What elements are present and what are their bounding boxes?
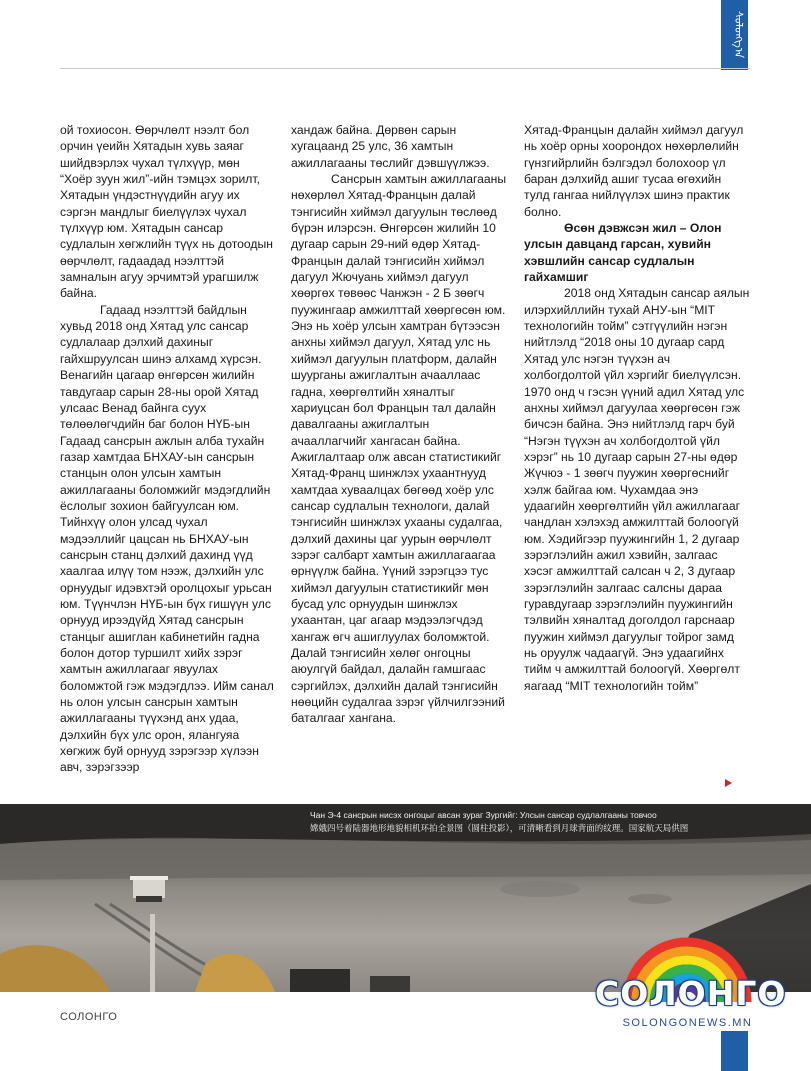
- paragraph: 2018 онд Хятадын сансар аялын илэрхийллийн тухай АНУ-ын “MIT технологийн тойм” сэтгүүлийн нэгэн нийтлэлд “2018 оны 10 дугаар сард Хятад улс нэгэн түүхэн ач холбогдолтой үйл хэргийг биелүүлсэн. 1970 онд ч гэсэн үүний адил Хятад улс анхны хиймэл дагуулаа хөөргөсөн гэж бичсэн байна. Энэ нийтлэлд гарч буй “Нэгэн түүхэн ач холбогдолтой үйл хэрэг” нь 10 дугаар сарын 27-ны өдөр Жүчюэ - 1 зөөгч пуужин хөөргөснийг хэлж байгаа юм. Чухамдаа энэ удаагийн хөөргөлтийн үйл ажиллагааг чандлан хэлэхэд амжилттай болоогүй юм. Хэдийгээр пуужингийн 1, 2 дугаар зэрэглэлийн ажил хэвийн, залгаас хэсэг амжилттай салсан ч 2, 3 дугаар зэрэглэлийн залгаас салсны дараа гуравдугаар зэрэглэлийн пуужингийн тэлвийн хяналтад доголдол гарснаар пуужин хиймэл дагуулыг тойрог замд нь оруулж чадаагүй. Энэ удаагийнх тийм ч амжилттай болоогүй. Хөөргөлт яагаад “MIT технологийн тойм”: [524, 286, 750, 693]
- paragraph: Сансрын хамтын ажиллагааны нөхөрлөл Хятад-Францын далай тэнгисийн хиймэл дагуулын төслөөд бүрэн илэрсэн. Өнгөрсөн жилийн 10 дугаар сарын 29-ний өдөр Хятад-Францын далай тэнгисийн хиймэл дагуул Жючуань хиймэл дагуул хөөргөх төвөөс Чанжэн - 2 Б зөөгч пуужингаар амжилттай хөөргөсөн юм. Энэ нь хоёр улсын хамтран бүтээсэн анхны хиймэл дагуул, Хятад улс нь хиймэл дагуулын платформ, далайн шуурганы ажиглалтын ачааллаас гадна, хөөргөлтийн хяналтыг хариуцсан бол Францын тал далайн давалгааны ажиглалтын ачааллагчийг хангасан байна. Ажиглалтаар олж авсан статистикийг Хятад-Франц шинжлэх ухаантнууд хамтдаа хуваалцах бөгөөд хоёр улс сансар судлалын технологи, далай тэнгисийн шинжлэх ухааны судалгаа, дэлхий дахины цаг уурын өөрчлөлт зэрэг салбарт хамтын ажиллагаагаа өрнүүлж байна. Үүний зэрэгцээ тус хиймэл дагуулын статистикийг мөн бусад улс орнуудын шинжлэх ухаантан, цаг агаар мэдээлэгчдэд хангаж өгч ашиглуулах боломжтой. Далай тэнгисийн хөлөг онгоцны аюулгүй байдал, далайн гамшгаас сэргийлэх, дэлхийн далай тэнгисийн нөөцийн судалгаа зэрэг үйлчилгээний баталгааг хангана.: [291, 172, 507, 726]
- footer-magazine-name: СОЛОНГО: [60, 1011, 118, 1023]
- solongo-logo: [595, 922, 787, 1032]
- continue-arrow-icon: [725, 779, 732, 787]
- header-rule: [60, 68, 750, 69]
- section-tab: [721, 0, 748, 70]
- logo-website: SOLONGONEWS.MN: [622, 1017, 753, 1029]
- photo-caption: Чан Э-4 сансрын нисэх онгоцыг авсан зураг Зургийг: Улсын сансар судлалгааны товчоо: [310, 810, 657, 820]
- section-tab-label: ᠰᠤᠯᠤᠩᠭ᠎ᠠ: [732, 11, 745, 59]
- logo-wordmark: СОЛОНГО: [595, 974, 787, 1013]
- paragraph: хандаж байна. Дөрвөн сарын хугацаанд 25 улс, 36 хамтын ажиллагааны төслийг дэвшүүлжээ.: [291, 123, 490, 170]
- article-column-2: [291, 122, 507, 727]
- paragraph: ой тохиосон. Өөрчлөлт нээлт бол орчин үеийн Хятадын хувь заяаг шийдвэрлэх чухал түлхүүр, мөн “Хоёр зуун жил”-ийн тэмцэх зорилт, Хятадын үндэстнүүдийн агуу их сэргэн мандлыг биелүүлэх чухал түлхүүр юм. Хятадын сансар судлалын хөгжлийн түүх нь дотоодын өөрчлөлт, гадаадад нээлттэй замналын агуу эрчимтэй урагшилж байна.: [60, 123, 273, 301]
- photo-caption-chinese: 嫦娥四号着陆器地形地貌相机环拍全景图（圆柱投影），可清晰看到月球背面的纹理。国家航天局供图: [310, 823, 689, 833]
- section-heading: Өсөн дэвжсэн жил – Олон улсын давцанд гарсан, хувийн хэвшлийн сансар судлалын гайхамшиг: [524, 221, 722, 285]
- footer-accent-bar: [721, 1031, 748, 1071]
- paragraph: Гадаад нээлттэй байдлын хувьд 2018 онд Хятад улс сансар судлалаар дэлхий дахиныг гайхшруулсан шинэ алхамд хүрсэн. Венагийн цагаар өнгөрсөн жилийн тавдугаар сарын 28-ны орой Хятад улсаас Венад байнга суух төлөөлөгчдийн баг болон НҮБ-ын Гадаад сансрын ажлын алба тухайн газар хамтдаа БНХАУ-ын сансрын станцын олон улсын хамтын ажиллагааны боломжийг мэдэгдлийн ёслолыг зохион байгуулсан юм. Тийнхүү олон улсад чухал мэдээллийг цацсан нь БНХАУ-ын сансрын станц дэлхий дахинд үүд хаалгаа илүү том нээж, дэлхийн улс орнуудыг идэвхтэй оролцохыг урьсан юм. Түүнчлэн НҮБ-ын бүх гишүүн улс орнууд ирээдүйд Хятад сансрын станцыг ашиглан кабинетийн гадна болон дотор туршилт хийх зэрэг хамтын ажиллагааг явуулах боломжтой гэж мэдэгдлээ. Ийм санал нь олон улсын сансрын хамтын ажиллагааны түүхэнд анх удаа, дэлхийн бүх улс орон, ялангуяа хөгжиж буй орнууд зэрэгээр хүлээн авч, зэрэгзээр: [60, 302, 274, 775]
- article-column-1: [60, 122, 275, 776]
- paragraph: Хятад-Францын далайн хиймэл дагуул нь хоёр орны хоорондох нөхөрлөлийн гүнзгийрлийн бэлгэдэл болохоор үл баран дэлхийд ашиг тусаа өгөхийн тулд гангаа нийлүүлэх шинэ практик болно.: [524, 123, 744, 219]
- article-column-3: [524, 122, 750, 694]
